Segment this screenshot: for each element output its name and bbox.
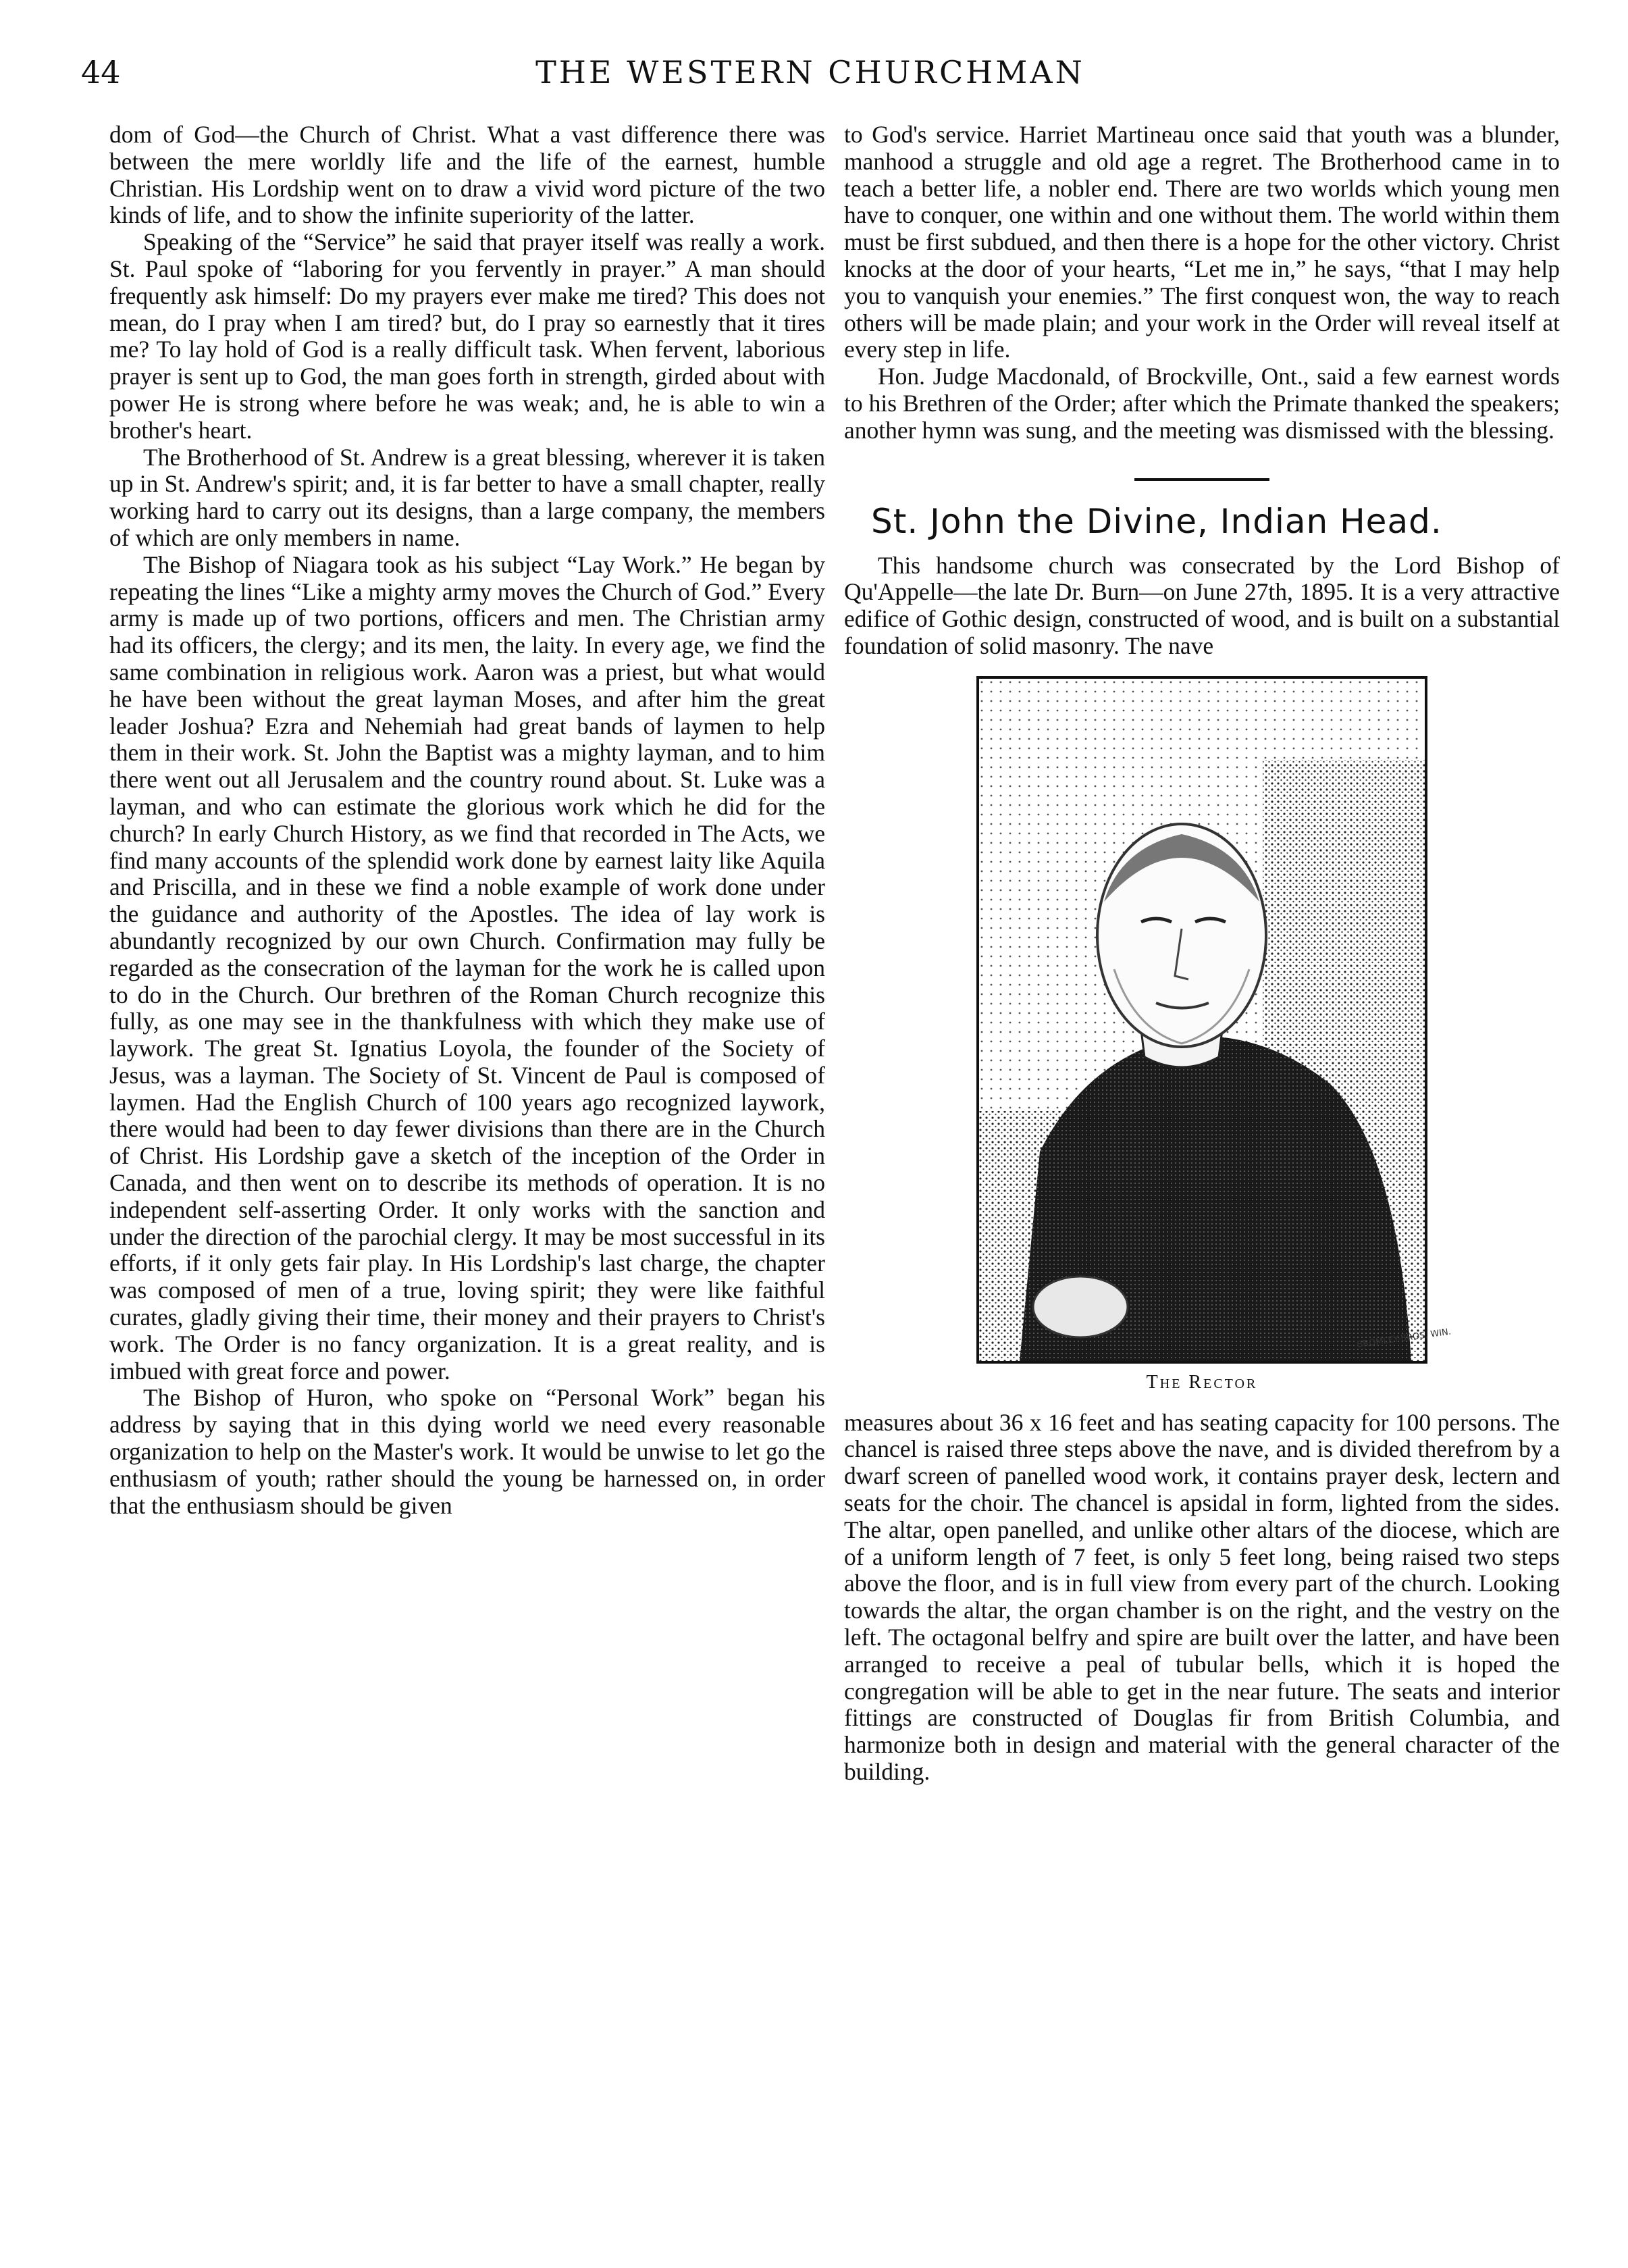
section-divider [1134,478,1269,481]
rector-portrait [976,676,1452,1364]
rector-portrait-engraving [979,679,1452,1361]
right-column [844,122,1560,1786]
left-paragraph: The Bishop of Huron, who spoke on “Personal Work” began his address by saying that in this dying world we need every reasonable organization to help on the Master's work. It would be unwise to let go the enthusiasm of youth; rather should the young be harnessed on, in order that the enthusiasm should be given [109,1384,825,1519]
left-paragraph: dom of God—the Church of Christ. What a vast difference there was between the mere worldly life and the life of the earnest, humble Christian. His Lordship went on to draw a vivid word picture of the two kinds of life, and to show the infinite superiority of the latter. [109,121,825,229]
left-paragraph: The Bishop of Niagara took as his subject “Lay Work.” He began by repeating the lines “Like a mighty army moves the Church of God.” Every army is made up of two portions, officers and men. The Christian army had its officers, the clergy; and its men, the laity. In every age, we find the same combination in religious work. Aaron was a priest, but what would he have been without the great layman Moses, and after him the great leader Joshua? Ezra and Nehemiah had great bands of laymen to help them in their work. St. John the Baptist was a mighty layman, and to him there went out all Jerusalem and the country round about. St. Luke was a layman, and who can estimate the glorious work which he did for the church? In early Church History, as we find that recorded in The Acts, we find many accounts of the splendid work done by earnest laity like Aquila and Priscilla, and in these we find a noble example of work done under the guidance and authority of the Apostles. The idea of lay work is abundantly recognized by our own Church. Confirmation may fully be regarded as the consecration of the layman for the work he is called upon to do in the Church. Our brethren of the Roman Church recognize this fully, as one may see in the thankfulness with which they make use of laywork. The great St. Ignatius Loyola, the founder of the Society of Jesus, was a layman. The Society of St. Vincent de Paul is composed of laymen. Had the English Church of 100 years ago recognized laywork, there would had been to day fewer divisions than there are in the Church of Christ. His Lordship gave a sketch of the inception of the Order in Canada, and then went on to describe its methods of operation. It is no independent self-asserting Order. It only works with the sanction and under the direction of the parochial clergy. It may be most successful in its efforts, if it only gets fair play. In His Lordship's last charge, the chapter was composed of men of a true, loving spirit; they were like faithful curates, gladly giving their time, their money and their prayers to Christ's work. The Order is no fancy organization. It is a great reality, and is imbued with great force and power. [109,550,825,1385]
page-header [81,54,1540,108]
right-paragraph: Hon. Judge Macdonald, of Brockville, Ont., said a few earnest words to his Brethren of the Order; after which the Primate thanked the speakers; another hymn was sung, and the meeting was dismissed with the blessing. [844,363,1560,444]
engraver-mark: BROMLEY-BROS. WIN. [1356,1326,1452,1350]
left-column [109,122,825,1519]
church-intro-paragraph: This handsome church was consecrated by the Lord Bishop of Qu'Appelle—the late Dr. Burn—on June 27th, 1895. It is a very attractive edifice of Gothic design, constructed of wood, and is built on a substantial foundation of solid masonry. The nave [844,551,1560,659]
right-paragraph: to God's service. Harriet Martineau once said that youth was a blunder, manhood a struggle and old age a regret. The Brotherhood came in to teach a better life, a nobler end. There are two worlds which young men have to conquer, one within and one without them. The world within them must be first subdued, and then there is a hope for the other victory. Christ knocks at the door of your hearts, “Let me in,” he says, “that I may help you to vanquish your enemies.” The first conquest won, the way to reach others will be made plain; and your work in the Order will reveal itself at every step in life. [844,121,1560,363]
section-heading: St. John the Divine, Indian Head. [871,501,1442,541]
page-number: 44 [81,54,121,91]
running-title: THE WESTERN CHURCHMAN [535,54,1085,91]
left-paragraph: The Brotherhood of St. Andrew is a great blessing, wherever it is taken up in St. Andrew's spirit; and, it is far better to have a small chapter, really working hard to carry out its designs, than a large company, the members of which are only members in name. [109,443,825,551]
church-description-paragraph: measures about 36 x 16 feet and has seating capacity for 100 persons. The chancel is raised three steps above the nave, and is divided therefrom by a dwarf screen of panelled wood work, it contains prayer desk, lectern and seats for the choir. The chancel is apsidal in form, lighted from the sides. The altar, open panelled, and unlike other altars of the diocese, which are of a uniform length of 7 feet, is only 5 feet long, being raised two steps above the floor, and is in full view from every part of the church. Looking towards the altar, the organ chamber is on the right, and the vestry on the left. The octagonal belfry and spire are built over the latter, and have been arranged to receive a peal of tubular bells, which it is hoped the congregation will be able to get in the near future. The seats and interior fittings are constructed of Douglas fir from British Columbia, and harmonize both in design and material with the general character of the building. [844,1408,1560,1785]
photo-caption: The Rector [1146,1371,1258,1393]
left-paragraph: Speaking of the “Service” he said that prayer itself was really a work. St. Paul spoke of “laboring for you fervently in prayer.” A man should frequently ask himself: Do my prayers ever make me tired? This does not mean, do I pray when I am tired? but, do I pray so earnestly that it tires me? To lay hold of God is a really difficult task. When fervent, laborious prayer is sent up to God, the man goes forth in strength, girded about with power He is strong where before he was weak; and, he is able to win a brother's heart. [109,228,825,444]
